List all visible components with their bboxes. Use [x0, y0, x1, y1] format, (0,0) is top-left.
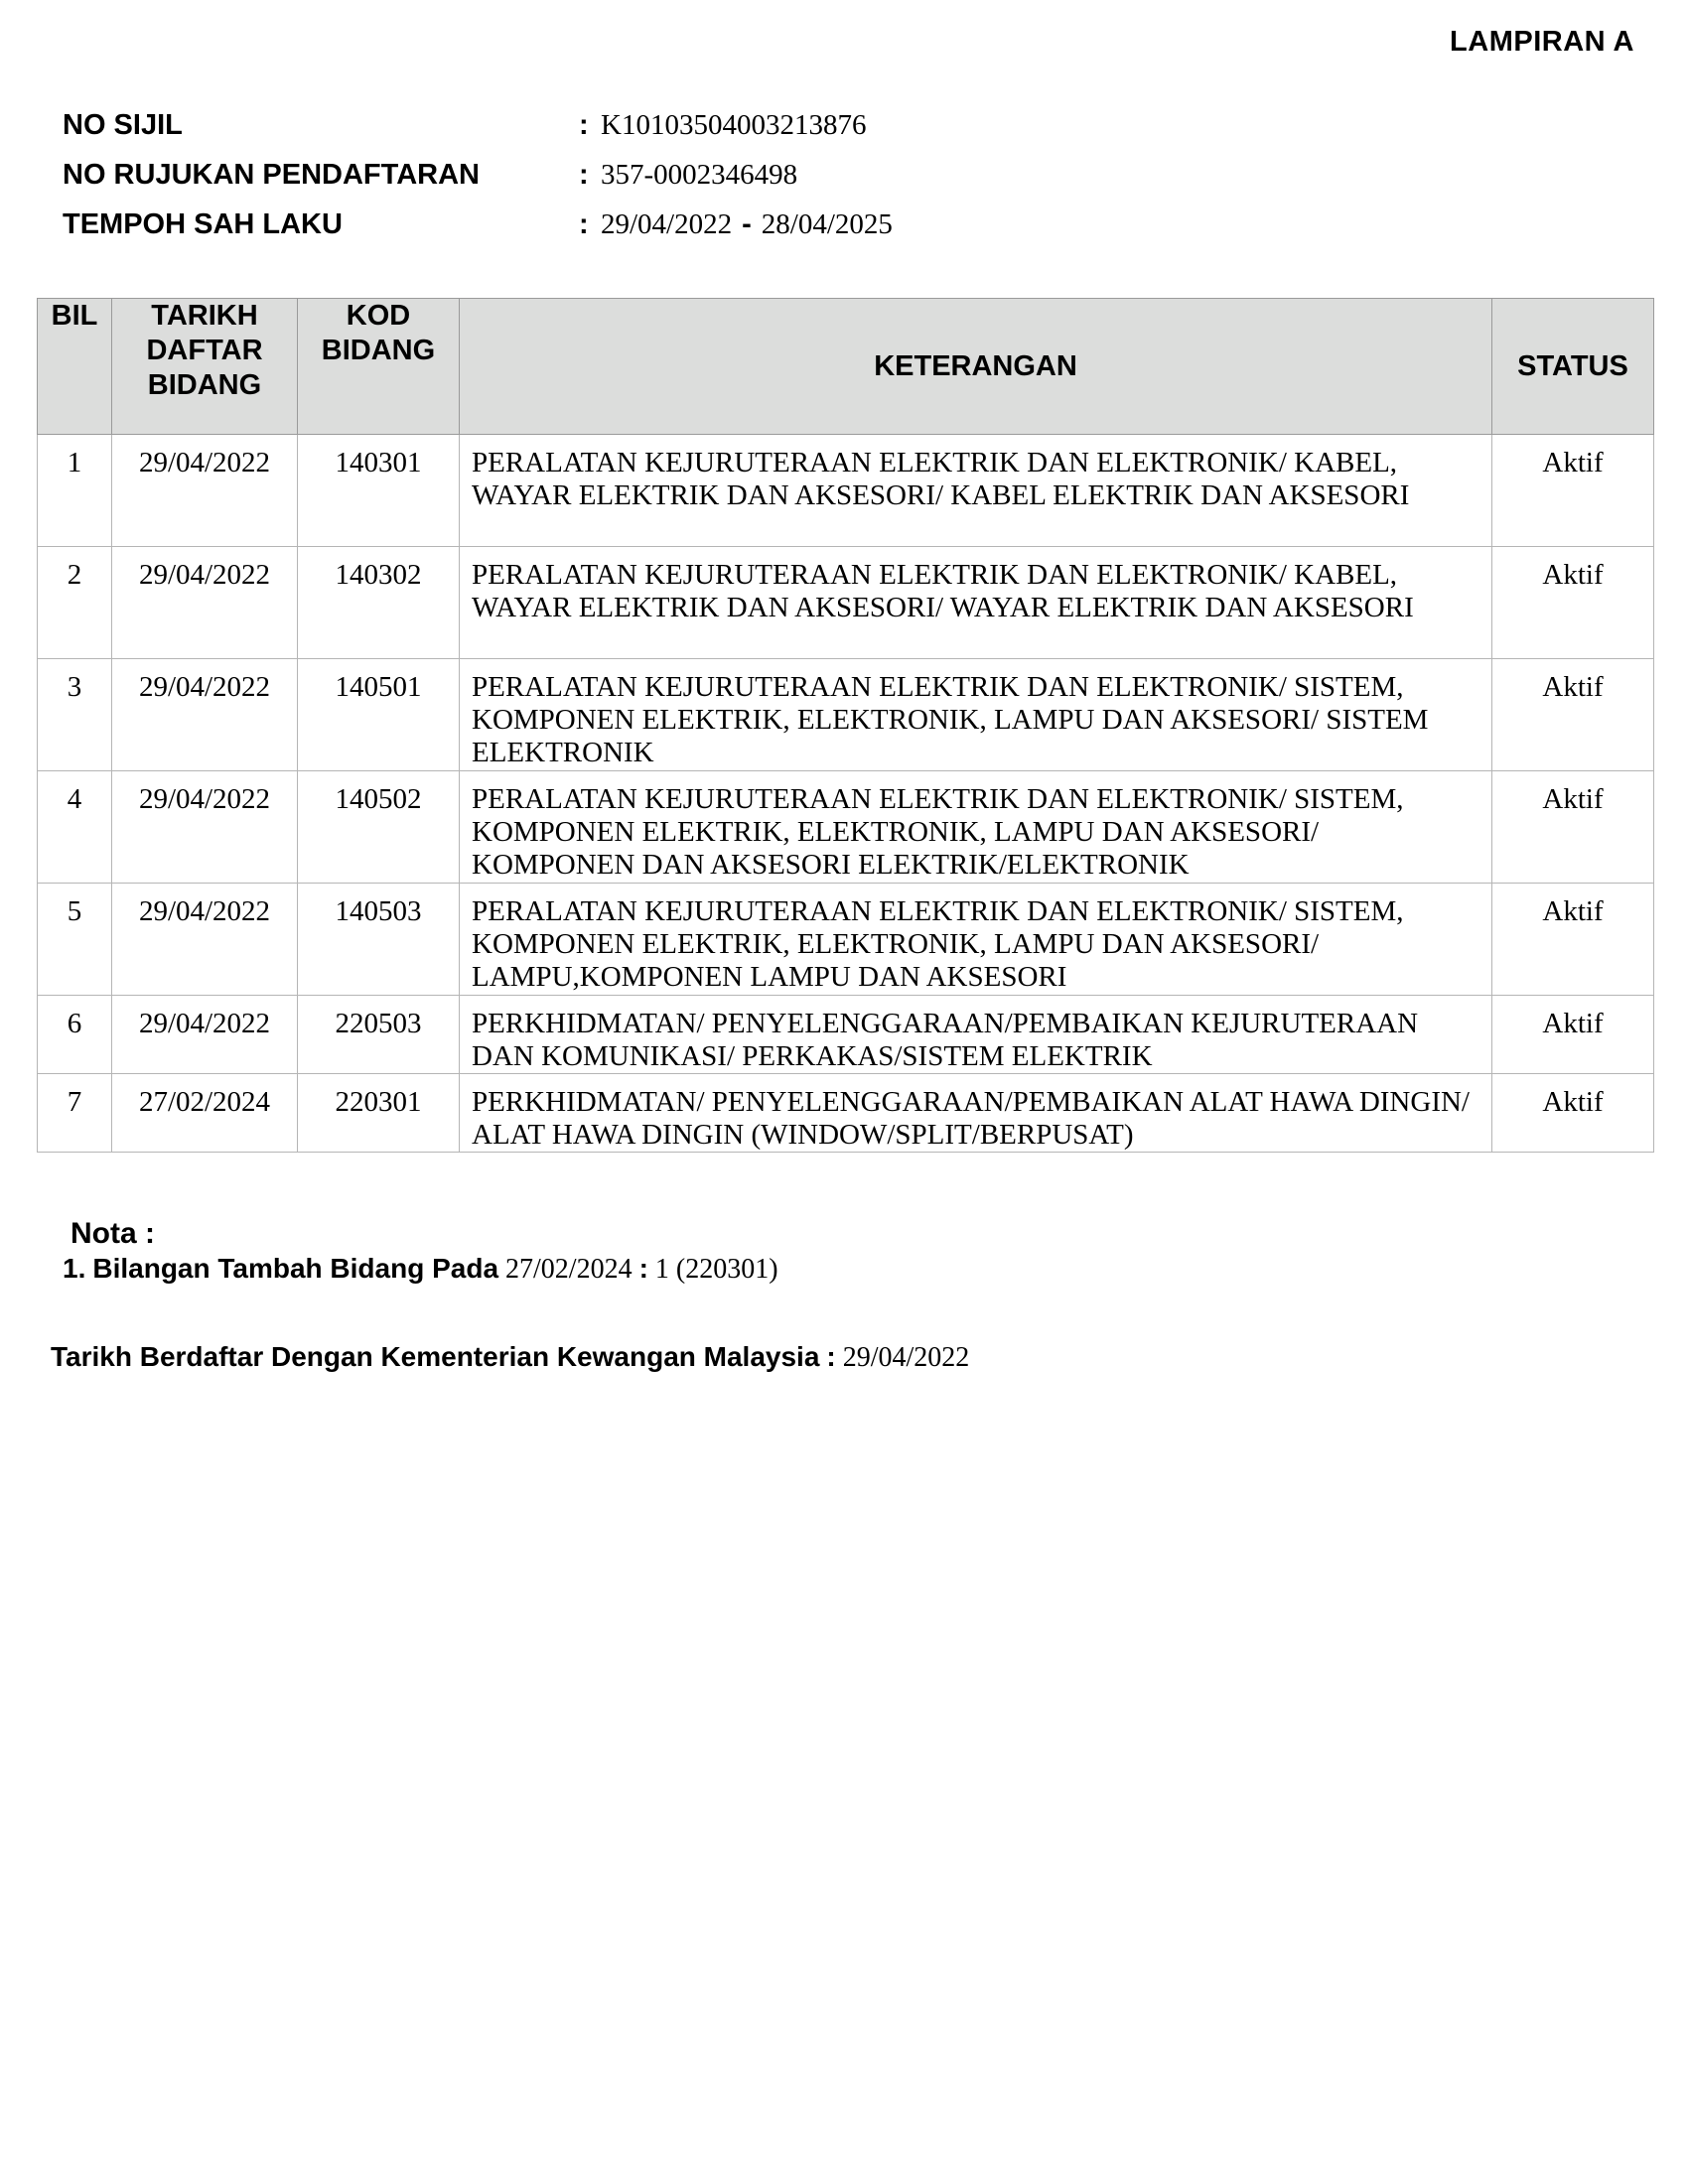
row-keterangan: PERALATAN KEJURUTERAAN ELEKTRIK DAN ELEKTRONIK/ KABEL, WAYAR ELEKTRIK DAN AKSESORI/ KABEL ELEKTRIK DAN AKSESORI	[460, 435, 1492, 547]
row-kod: 140501	[298, 659, 460, 771]
validity-end-date: 28/04/2025	[761, 208, 893, 240]
column-header-status: STATUS	[1492, 299, 1654, 435]
row-status: Aktif	[1492, 435, 1654, 547]
row-tarikh: 29/04/2022	[112, 659, 298, 771]
row-keterangan: PERKHIDMATAN/ PENYELENGGARAAN/PEMBAIKAN ALAT HAWA DINGIN/ ALAT HAWA DINGIN (WINDOW/SPLIT/BERPUSAT)	[460, 1074, 1492, 1153]
table-row	[38, 1074, 1654, 1153]
row-status: Aktif	[1492, 771, 1654, 884]
row-keterangan: PERALATAN KEJURUTERAAN ELEKTRIK DAN ELEKTRONIK/ KABEL, WAYAR ELEKTRIK DAN AKSESORI/ WAYAR ELEKTRIK DAN AKSESORI	[460, 547, 1492, 659]
row-kod: 140301	[298, 435, 460, 547]
ministry-registration-label: Tarikh Berdaftar Dengan Kementerian Kewangan Malaysia	[51, 1341, 820, 1372]
row-kod: 220301	[298, 1074, 460, 1153]
registration-reference-label: NO RUJUKAN PENDAFTARAN	[63, 159, 480, 191]
table-row	[38, 659, 1654, 771]
row-bil: 4	[38, 771, 112, 884]
row-kod: 220503	[298, 996, 460, 1074]
validity-period-row	[63, 208, 893, 248]
column-header-kod: KOD BIDANG	[298, 299, 460, 435]
table-row	[38, 996, 1654, 1074]
ministry-registration-date: 29/04/2022	[842, 1342, 970, 1373]
note-item-number: 1.	[63, 1253, 86, 1284]
row-status: Aktif	[1492, 659, 1654, 771]
colon: :	[579, 159, 589, 191]
column-header-keterangan: KETERANGAN	[460, 299, 1492, 435]
row-keterangan: PERKHIDMATAN/ PENYELENGGARAAN/PEMBAIKAN KEJURUTERAAN DAN KOMUNIKASI/ PERKAKAS/SISTEM ELEKTRIK	[460, 996, 1492, 1074]
row-bil: 1	[38, 435, 112, 547]
appendix-label: LAMPIRAN A	[1450, 26, 1634, 58]
table-header-row	[38, 299, 1654, 435]
registered-fields-table	[37, 298, 1654, 1153]
colon: :	[579, 109, 589, 141]
row-tarikh: 29/04/2022	[112, 771, 298, 884]
row-status: Aktif	[1492, 996, 1654, 1074]
note-item-label: Bilangan Tambah Bidang Pada	[92, 1253, 499, 1284]
row-bil: 5	[38, 884, 112, 996]
table-row	[38, 435, 1654, 547]
table-row	[38, 547, 1654, 659]
row-bil: 6	[38, 996, 112, 1074]
colon: :	[579, 208, 589, 240]
table-row	[38, 771, 1654, 884]
row-kod: 140503	[298, 884, 460, 996]
date-separator: -	[742, 208, 752, 240]
registration-reference-row	[63, 159, 797, 199]
note-heading: Nota :	[70, 1217, 155, 1250]
row-bil: 2	[38, 547, 112, 659]
colon: :	[638, 1253, 648, 1284]
row-tarikh: 29/04/2022	[112, 884, 298, 996]
note-item-date: 27/02/2024	[505, 1254, 633, 1285]
certificate-number-row	[63, 109, 866, 149]
certificate-number-label: NO SIJIL	[63, 109, 183, 141]
table-row	[38, 884, 1654, 996]
validity-period-label: TEMPOH SAH LAKU	[63, 208, 343, 240]
row-keterangan: PERALATAN KEJURUTERAAN ELEKTRIK DAN ELEKTRONIK/ SISTEM, KOMPONEN ELEKTRIK, ELEKTRONIK, LAMPU DAN AKSESORI/ LAMPU,KOMPONEN LAMPU DAN AKSESORI	[460, 884, 1492, 996]
row-status: Aktif	[1492, 884, 1654, 996]
row-status: Aktif	[1492, 1074, 1654, 1153]
registration-reference-value: 357-0002346498	[601, 159, 798, 191]
row-bil: 7	[38, 1074, 112, 1153]
row-keterangan: PERALATAN KEJURUTERAAN ELEKTRIK DAN ELEKTRONIK/ SISTEM, KOMPONEN ELEKTRIK, ELEKTRONIK, LAMPU DAN AKSESORI/ KOMPONEN DAN AKSESORI ELEKTRIK/ELEKTRONIK	[460, 771, 1492, 884]
colon: :	[826, 1341, 836, 1372]
ministry-registration-date-line	[51, 1341, 969, 1374]
note-item	[63, 1253, 778, 1286]
row-tarikh: 27/02/2024	[112, 1074, 298, 1153]
row-kod: 140502	[298, 771, 460, 884]
validity-start-date: 29/04/2022	[601, 208, 733, 240]
column-header-tarikh: TARIKH DAFTAR BIDANG	[112, 299, 298, 435]
certificate-number-value: K10103504003213876	[601, 109, 867, 141]
note-item-code: (220301)	[675, 1254, 778, 1285]
note-item-count: 1	[654, 1254, 669, 1285]
row-bil: 3	[38, 659, 112, 771]
column-header-bil: BIL	[38, 299, 112, 435]
row-keterangan: PERALATAN KEJURUTERAAN ELEKTRIK DAN ELEKTRONIK/ SISTEM, KOMPONEN ELEKTRIK, ELEKTRONIK, LAMPU DAN AKSESORI/ SISTEM ELEKTRONIK	[460, 659, 1492, 771]
row-tarikh: 29/04/2022	[112, 435, 298, 547]
row-status: Aktif	[1492, 547, 1654, 659]
row-tarikh: 29/04/2022	[112, 996, 298, 1074]
row-kod: 140302	[298, 547, 460, 659]
row-tarikh: 29/04/2022	[112, 547, 298, 659]
